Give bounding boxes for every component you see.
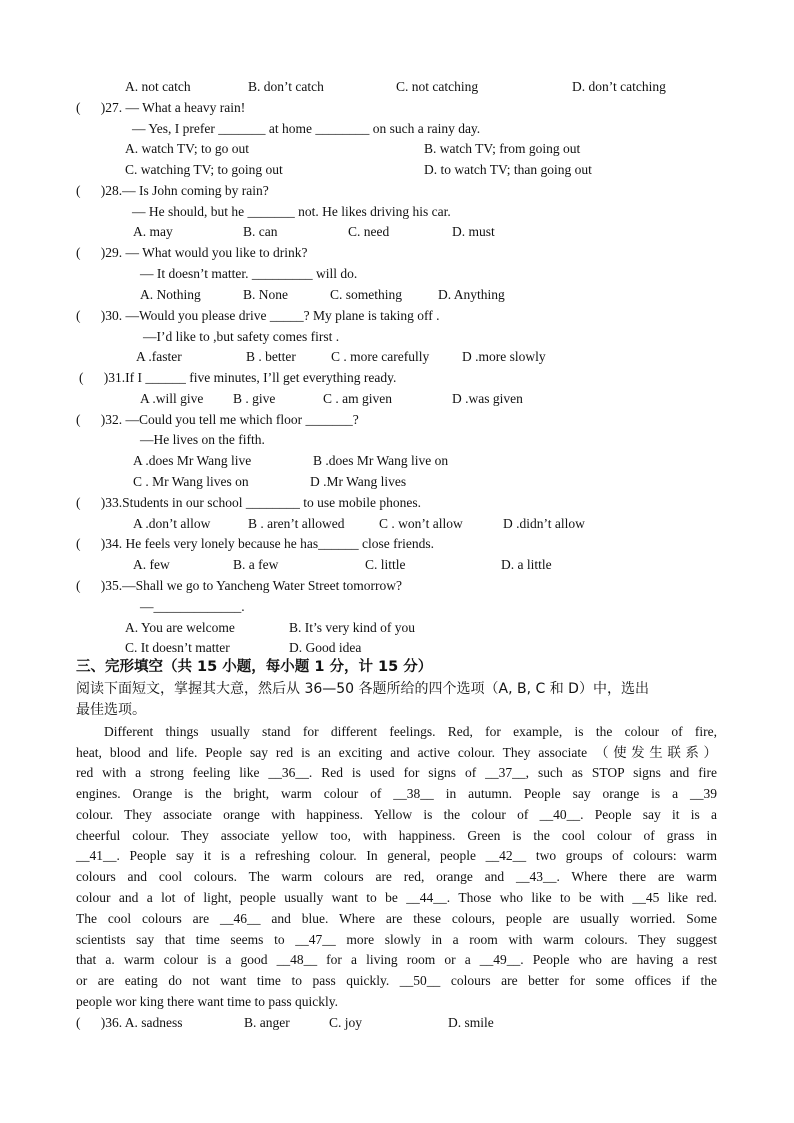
option-d: D. to watch TV; than going out	[424, 162, 592, 177]
option-d: D .Mr Wang lives	[310, 474, 407, 489]
question-28: ( )28.— Is John coming by rain?	[76, 183, 269, 198]
section-instructions: 阅读下面短文，掌握其大意，然后从 36—50 各题所给的四个选项（A, B, C 和 D）中，选出	[76, 681, 649, 697]
option-a: A. Nothing	[140, 287, 201, 302]
option-d: D .was given	[452, 391, 523, 406]
passage-line: cheerful colour. They associate yellow too, with happiness. Green is the cool colour of grass in	[76, 828, 717, 843]
question-33: ( )33.Students in our school ________ to use mobile phones.	[76, 495, 421, 510]
option-d: D .didn’t allow	[503, 516, 585, 531]
option-b: B . aren’t allowed	[248, 516, 345, 531]
option-b: B. can	[243, 224, 278, 239]
option-b: B .does Mr Wang live on	[313, 453, 449, 468]
passage-line: people wor king there want time to pass quickly.	[76, 994, 338, 1009]
passage-line: colours and cool colours. The warm colours are red, orange and __43__. Where there are warm	[76, 869, 717, 884]
option-b: B. a few	[233, 557, 279, 572]
passage-line: that a. warm colour is a good __48__ for a living room or a __49__. People who are having a rest	[76, 952, 717, 967]
option-b: B. It’s very kind of you	[289, 620, 415, 635]
passage-line: Different things usually stand for different feelings. Red, for example, is the colour of fire,	[104, 724, 717, 739]
option-a: A .does Mr Wang live	[133, 453, 252, 468]
section-instructions-continued: 最佳选项。	[76, 702, 146, 718]
passage-line: colour and a lot of light, people usually want to be __44__. Those who like to be with __45 like red.	[76, 890, 717, 905]
option-c: C. joy	[329, 1015, 363, 1030]
option-c: C . Mr Wang lives on	[133, 474, 249, 489]
option-c: C. little	[365, 557, 406, 572]
option-a: A. few	[133, 557, 170, 572]
option-d: D. smile	[448, 1015, 494, 1030]
option-a: A .faster	[136, 349, 182, 364]
option-a: A. You are welcome	[125, 620, 235, 635]
question-27-reply: — Yes, I prefer _______ at home ________ on such a rainy day.	[132, 121, 481, 136]
question-29-reply: — It doesn’t matter. _________ will do.	[140, 266, 358, 281]
option-c: C . more carefully	[331, 349, 430, 364]
option-b: B. don’t catch	[248, 79, 324, 94]
passage-line: heat, blood and life. People say red is an exciting and active colour. They associate （使发生联系）	[76, 745, 717, 760]
option-d: D. Anything	[438, 287, 505, 302]
option-a: A .will give	[140, 391, 204, 406]
option-a: A .don’t allow	[133, 516, 211, 531]
passage-line: engines. Orange is the bright, warm colour of __38__ in autumn. People say orange is a __39	[76, 786, 717, 801]
option-a: A. not catch	[125, 79, 191, 94]
option-c: C. not catching	[396, 79, 479, 94]
passage-line: red with a strong feeling like __36__. Red is used for signs of __37__, such as STOP signs and fire	[76, 765, 717, 780]
question-29: ( )29. — What would you like to drink?	[76, 245, 308, 260]
question-34: ( )34. He feels very lonely because he has______ close friends.	[76, 536, 435, 551]
question-30-reply: —I’d like to ,but safety comes first .	[143, 329, 340, 344]
option-b: B . give	[233, 391, 276, 406]
option-c: C . am given	[323, 391, 392, 406]
passage-line: colour. They associate orange with happiness. Yellow is the colour of __40__. People say it is a	[76, 807, 717, 822]
section-title: 三、完形填空（共 15 小题，每小题 1 分，计 15 分）	[76, 659, 433, 675]
option-b: B . better	[246, 349, 296, 364]
option-b: B. anger	[244, 1015, 290, 1030]
question-27: ( )27. — What a heavy rain!	[76, 100, 246, 115]
passage-line: __41__. People say it is a refreshing colour. In general, people __42__ two groups of colours: warm	[76, 848, 717, 863]
option-b: B. None	[243, 287, 288, 302]
question-32-reply: —He lives on the fifth.	[140, 432, 265, 447]
option-a: A. watch TV; to go out	[125, 141, 249, 156]
question-36: ( )36. A. sadness	[76, 1015, 183, 1030]
option-d: D. must	[452, 224, 495, 239]
question-35: ( )35.—Shall we go to Yancheng Water Street tomorrow?	[76, 578, 402, 593]
passage-line: or are eating do not want time to pass quickly. __50__ colours are better for some offices if the	[76, 973, 717, 988]
question-31: ( )31.If I ______ five minutes, I’ll get everything ready.	[79, 370, 397, 385]
option-c: C. need	[348, 224, 390, 239]
question-28-reply: — He should, but he _______ not. He likes driving his car.	[132, 204, 451, 219]
question-30: ( )30. —Would you please drive _____? My plane is taking off .	[76, 308, 440, 323]
option-d: D. a little	[501, 557, 552, 572]
option-d: D. don’t catching	[572, 79, 666, 94]
option-c: C. It doesn’t matter	[125, 640, 230, 655]
option-b: B. watch TV; from going out	[424, 141, 581, 156]
question-32: ( )32. —Could you tell me which floor _______?	[76, 412, 359, 427]
option-c: C . won’t allow	[379, 516, 463, 531]
option-d: D. Good idea	[289, 640, 362, 655]
option-a: A. may	[133, 224, 173, 239]
question-35-reply: —_____________.	[140, 599, 245, 614]
option-d: D .more slowly	[462, 349, 546, 364]
passage-line: scientists say that time seems to __47__ more slowly in a room with warm colours. They suggest	[76, 932, 717, 947]
passage-line: The cool colours are __46__ and blue. Where are these colours, people are usually worried. Some	[76, 911, 717, 926]
option-c: C. something	[330, 287, 403, 302]
option-c: C. watching TV; to going out	[125, 162, 283, 177]
